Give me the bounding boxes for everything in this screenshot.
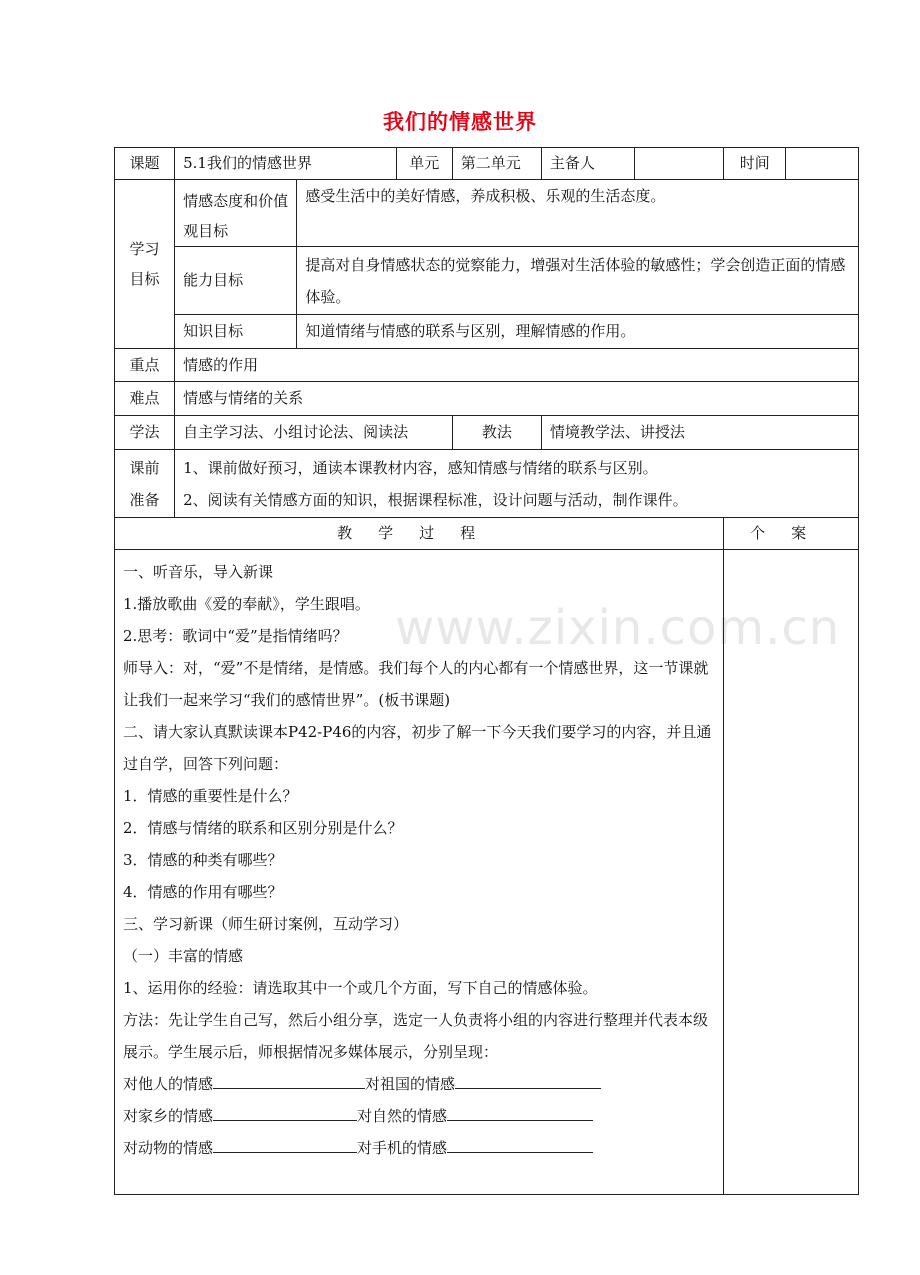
process-line: 2.思考：歌词中“爱”是指情绪吗？: [123, 627, 348, 645]
fill-row: [123, 1068, 715, 1100]
unit-value: 第二单元: [452, 148, 541, 180]
study-method-value: 自主学习法、小组讨论法、阅读法: [175, 416, 453, 450]
process-content: [115, 550, 724, 1195]
key-point-value: 情感的作用: [175, 349, 859, 382]
methods-row: [115, 416, 859, 450]
author-label: 主备人: [541, 148, 634, 180]
fill-row: [123, 1132, 715, 1164]
process-header: 教学过程: [115, 518, 724, 550]
fill-blank[interactable]: [213, 1072, 365, 1089]
process-line: 一、听音乐，导入新课: [123, 563, 274, 581]
topic-label: 课题: [115, 148, 175, 180]
process-line: 方法：先让学生自己写，然后小组分享，选定一人负责将小组的内容进行整理并代表本级展示。学生展示后，师根据情况多媒体展示，分别呈现：: [123, 1011, 709, 1061]
teach-method-value: 情境教学法、讲授法: [541, 416, 858, 450]
process-header-row: [115, 518, 859, 550]
preparation-line-1: 1、课前做好预习，通读本课教材内容，感知情感与情绪的联系与区别。: [183, 458, 658, 477]
process-line: 师导入：对，“爱”不是情绪，是情感。我们每个人的内心都有一个情感世界，这一节课就让我们一起来学习“我们的感情世界”。(板书课题): [123, 659, 709, 709]
difficulty-value: 情感与情绪的关系: [175, 382, 859, 416]
objective-label-ability: 能力目标: [175, 247, 297, 315]
fill-blank[interactable]: [447, 1104, 593, 1121]
fill-label: 对家乡的情感: [123, 1107, 214, 1125]
process-content-row: [115, 550, 859, 1195]
objectives-label: [115, 180, 175, 349]
preparation-line-2: 2、阅读有关情感方面的知识，根据课程标准，设计问题与活动，制作课件。: [183, 490, 688, 509]
objective-value-attitude: 感受生活中的美好情感，养成积极、乐观的生活态度。: [297, 180, 859, 247]
page-title: 我们的情感世界: [383, 110, 537, 134]
process-line: （一）丰富的情感: [123, 947, 244, 965]
fill-blank[interactable]: [455, 1072, 601, 1089]
fill-label: 对他人的情感: [123, 1075, 214, 1093]
process-line: 3．情感的种类有哪些？: [123, 851, 283, 869]
fill-blank[interactable]: [213, 1136, 357, 1153]
objective-value-ability: 提高对自身情感状态的觉察能力，增强对生活体验的敏感性；学会创造正面的情感体验。: [297, 247, 859, 315]
preparation-row: [115, 450, 859, 518]
objective-label-knowledge: 知识目标: [175, 315, 297, 349]
fill-label: 对祖国的情感: [365, 1075, 456, 1093]
preparation-label: [115, 450, 175, 518]
objective-row-3: [115, 315, 859, 349]
lesson-plan-table: [114, 147, 859, 1195]
difficulty-label: 难点: [115, 382, 175, 416]
difficulty-row: [115, 382, 859, 416]
objectives-label-text: 学习目标: [129, 240, 160, 288]
key-point-label: 重点: [115, 349, 175, 382]
key-point-row: [115, 349, 859, 382]
process-line: 4．情感的作用有哪些？: [123, 883, 283, 901]
process-line: 1.播放歌曲《爱的奉献》，学生跟唱。: [123, 595, 370, 613]
process-line: 三、学习新课（师生研讨案例，互动学习）: [123, 915, 409, 933]
teach-method-label: 教法: [452, 416, 541, 450]
fill-row: [123, 1100, 715, 1132]
fill-blank[interactable]: [213, 1104, 357, 1121]
preparation-content: [175, 450, 859, 518]
time-value: [786, 148, 859, 180]
study-method-label: 学法: [115, 416, 175, 450]
time-label: 时间: [724, 148, 786, 180]
topic-value: 5.1我们的情感世界: [175, 148, 397, 180]
process-line: 2．情感与情绪的联系和区别分别是什么？: [123, 819, 403, 837]
fill-label: 对手机的情感: [357, 1139, 448, 1157]
preparation-label-text: 课前准备: [129, 458, 160, 509]
objective-row-2: [115, 247, 859, 315]
process-line: 二、请大家认真默读课本P42-P46的内容，初步了解一下今天我们要学习的内容，并且通过自学，回答下列问题：: [123, 723, 712, 773]
objective-value-knowledge: 知道情绪与情感的联系与区别，理解情感的作用。: [297, 315, 859, 349]
process-line: 1、运用你的经验：请选取其中一个或几个方面，写下自己的情感体验。: [123, 979, 598, 997]
objective-label-attitude: 情感态度和价值观目标: [175, 180, 297, 247]
watermark: www.zixin.com.cn: [395, 600, 841, 656]
objective-row-1: [115, 180, 859, 247]
unit-label: 单元: [396, 148, 452, 180]
fill-label: 对动物的情感: [123, 1139, 214, 1157]
case-notes-cell[interactable]: [724, 550, 859, 1195]
fill-label: 对自然的情感: [357, 1107, 448, 1125]
header-row: [115, 148, 859, 180]
process-line: 1．情感的重要性是什么？: [123, 787, 298, 805]
case-header: 个案: [724, 518, 859, 550]
author-value: [635, 148, 724, 180]
fill-blank[interactable]: [447, 1136, 593, 1153]
